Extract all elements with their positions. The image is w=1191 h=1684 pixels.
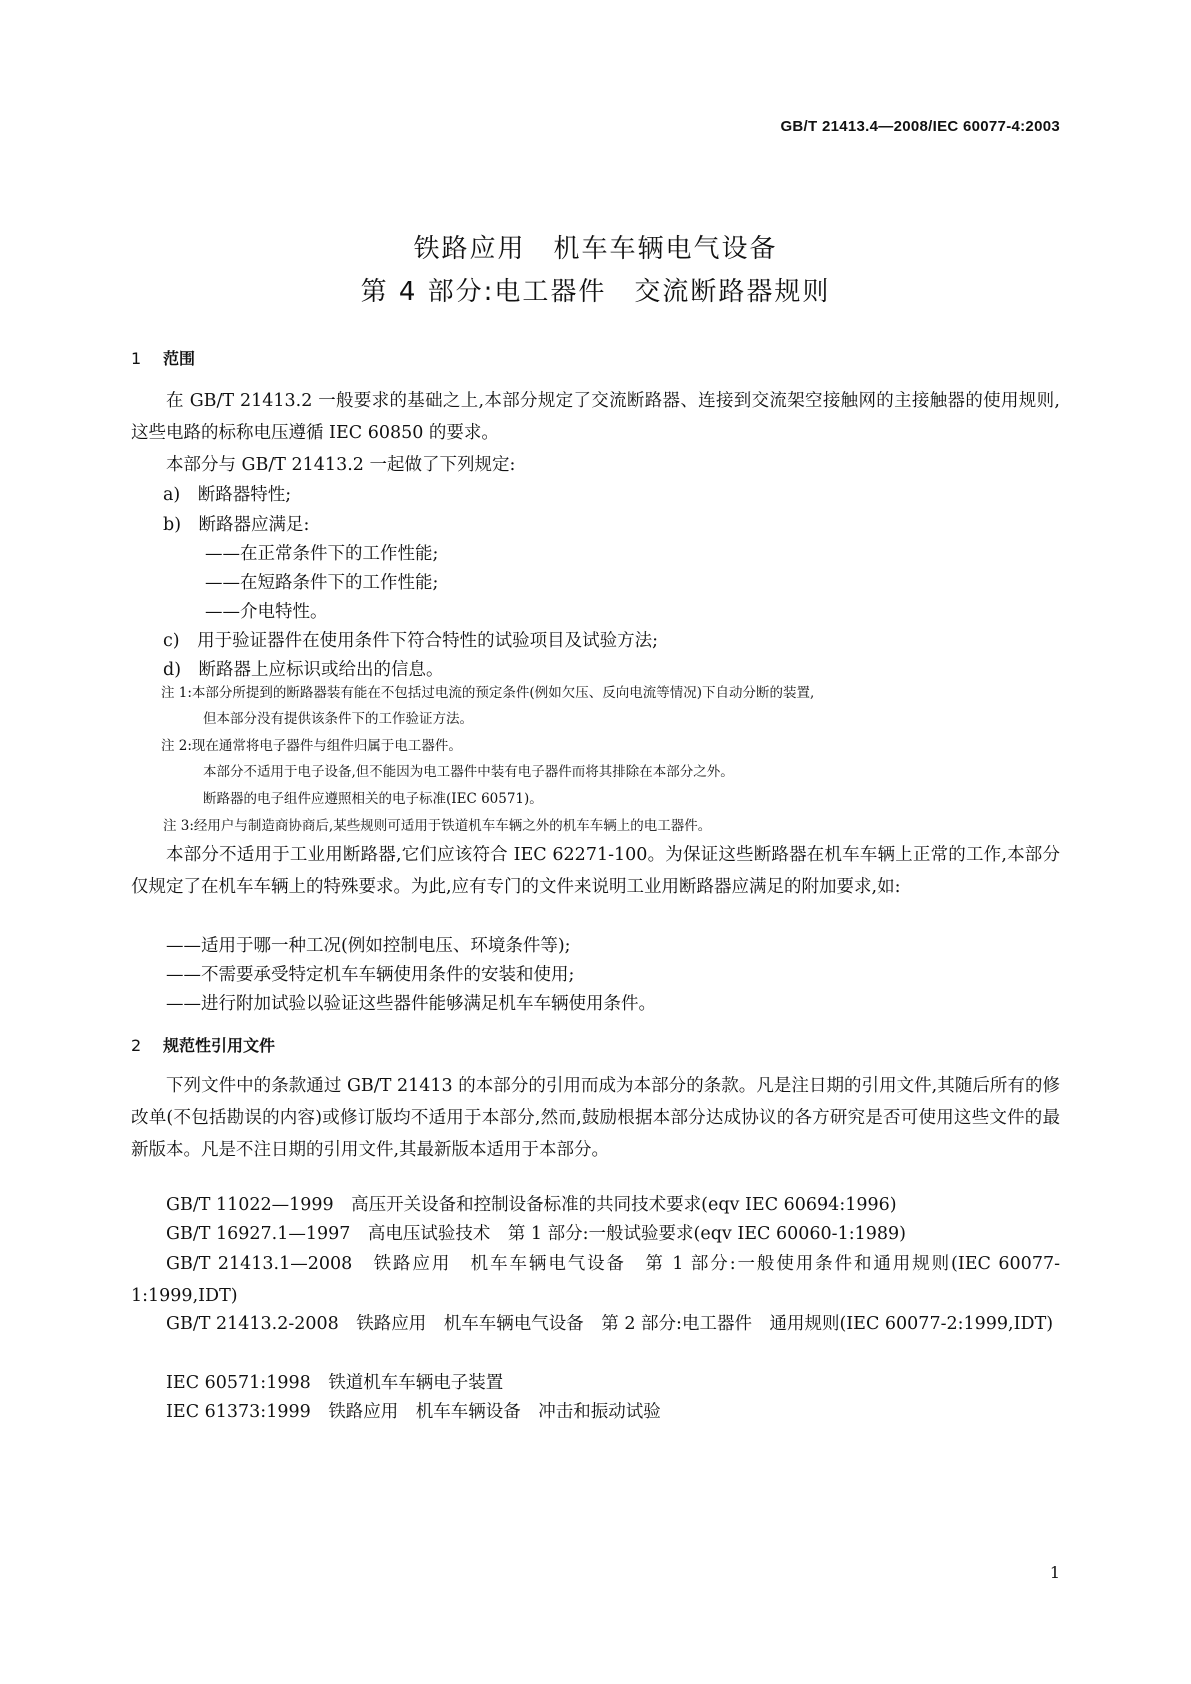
dash-item-2: ——不需要承受特定机车车辆使用条件的安装和使用; [166,965,575,985]
section-1-title: 范围 [163,349,196,368]
section-1-paragraph-1: 在 GB/T 21413.2 一般要求的基础之上,本部分规定了交流断路器、连接到交流架空接触网的主接触器的使用规则,这些电路的标称电压遵循 IEC 60850 的要求。 [131,391,1060,443]
section-2-paragraph-1: 下列文件中的条款通过 GB/T 21413 的本部分的引用而成为本部分的条款。凡是注日期的引用文件,其随后所有的修改单(不包括勘误的内容)或修订版均不适用于本部分,然而,鼓励根据本部分达成协议的各方研究是否可使用这些文件的最新版本。凡是不注日期的引用文件,其最新版本适用于本部分。 [131,1076,1060,1160]
section-2-title: 规范性引用文件 [163,1036,276,1055]
reference-2: GB/T 16927.1—1997 高电压试验技术 第 1 部分:一般试验要求(eqv IEC 60060-1:1989) [166,1224,906,1244]
reference-1: GB/T 11022—1999 高压开关设备和控制设备标准的共同技术要求(eqv IEC 60694:1996) [166,1195,897,1215]
dash-item-1: ——适用于哪一种工况(例如控制电压、环境条件等); [166,936,571,956]
reference-3: GB/T 21413.1—2008 铁路应用 机车车辆电气设备 第 1 部分:一般使用条件和通用规则(IEC 60077-1:1999,IDT) [131,1254,1060,1306]
dash-item-3: ——进行附加试验以验证这些器件能够满足机车车辆使用条件。 [166,994,656,1014]
note-2-line-3: 断路器的电子组件应遵照相关的电子标准(IEC 60571)。 [203,791,543,807]
note-1-continued: 但本部分没有提供该条件下的工作验证方法。 [203,711,473,727]
section-2-number: 2 [131,1036,142,1055]
note-1: 注 1:本部分所提到的断路器装有能在不包括过电流的预定条件(例如欠压、反向电流等情况)下自动分断的装置, [161,685,815,701]
list-item-d: d) 断路器上应标识或给出的信息。 [163,660,444,680]
list-item-a: a) 断路器特性; [163,485,292,505]
list-item-b-dash-3: ——介电特性。 [205,602,328,622]
section-1-paragraph-3: 本部分不适用于工业用断路器,它们应该符合 IEC 62271-100。为保证这些断路器在机车车辆上正常的工作,本部分仅规定了在机车车辆上的特殊要求。为此,应有专门的文件来说明工业用断路器应满足的附加要求,如: [131,845,1060,897]
section-1-number: 1 [131,349,142,368]
reference-6: IEC 61373:1999 铁路应用 机车车辆设备 冲击和振动试验 [166,1402,661,1422]
document-title-line1: 铁路应用 机车车辆电气设备 [413,234,778,264]
list-item-b-dash-1: ——在正常条件下的工作性能; [205,544,439,564]
section-1-heading [131,346,195,369]
list-item-b-dash-2: ——在短路条件下的工作性能; [205,573,439,593]
note-2-line-2: 本部分不适用于电子设备,但不能因为电工器件中装有电子器件而将其排除在本部分之外。 [203,764,734,780]
section-2-heading [131,1033,275,1056]
document-title-line2: 第 4 部分:电工器件 交流断路器规则 [360,277,831,307]
list-item-b: b) 断路器应满足: [163,515,310,535]
reference-4: GB/T 21413.2-2008 铁路应用 机车车辆电气设备 第 2 部分:电工器件 通用规则(IEC 60077-2:1999,IDT) [166,1314,1054,1334]
page-number: 1 [1049,1563,1060,1582]
note-2: 注 2:现在通常将电子器件与组件归属于电工器件。 [161,738,462,754]
section-1-paragraph-2: 本部分与 GB/T 21413.2 一起做了下列规定: [166,455,516,475]
standard-number: GB/T 21413.4—2008/IEC 60077-4:2003 [780,118,1060,135]
list-item-c: c) 用于验证器件在使用条件下符合特性的试验项目及试验方法; [163,631,659,651]
note-3: 注 3:经用户与制造商协商后,某些规则可适用于铁道机车车辆之外的机车车辆上的电工器件。 [163,818,712,834]
reference-5: IEC 60571:1998 铁道机车车辆电子装置 [166,1373,504,1393]
